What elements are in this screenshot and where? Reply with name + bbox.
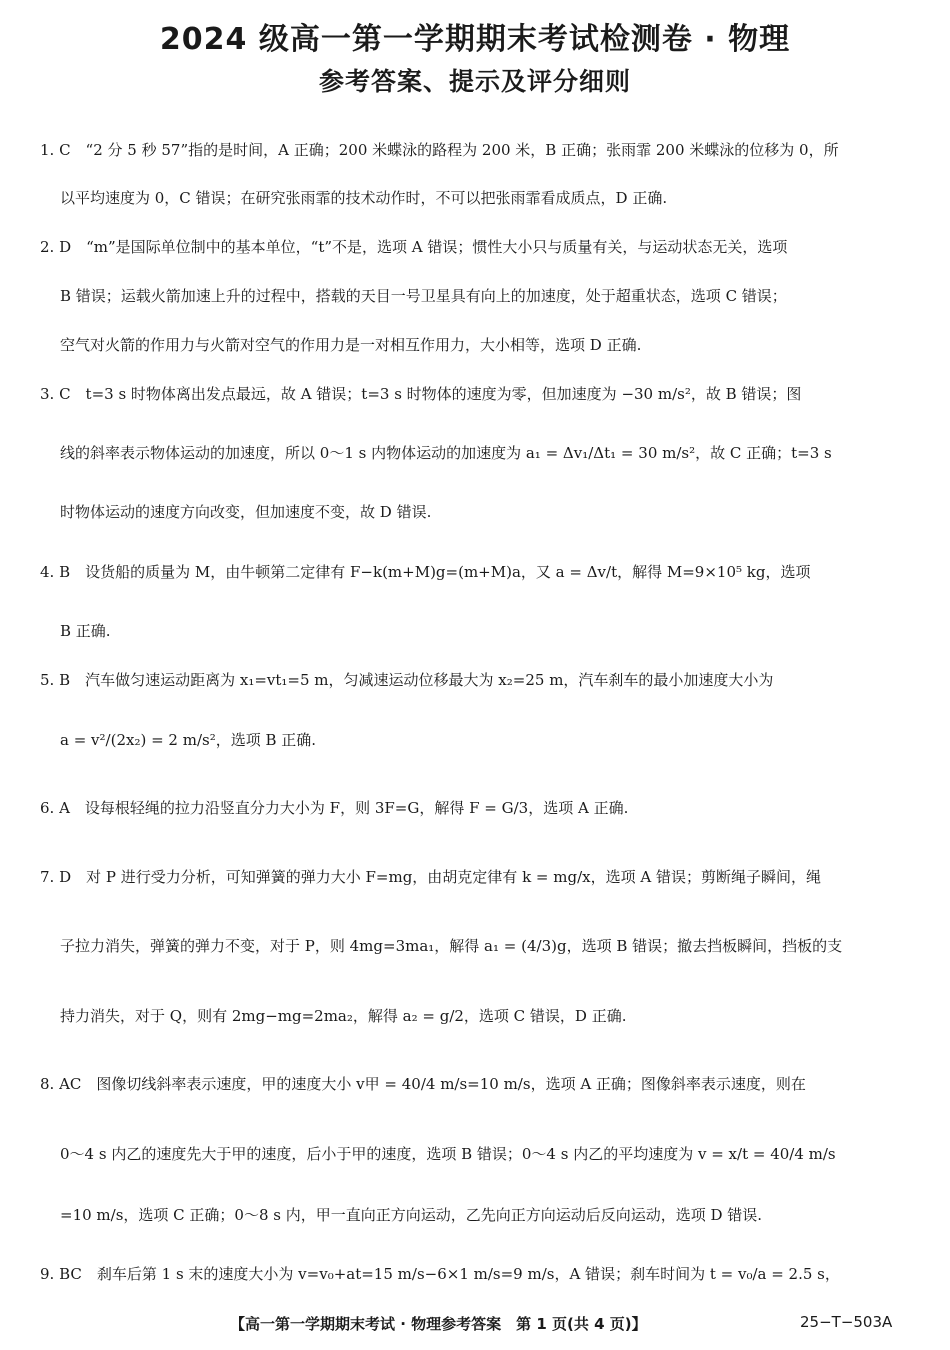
answer-line: 3. C t=3 s 时物体离出发点最远，故 A 错误；t=3 s 时物体的速度为零，但加速度为 −30 m/s²，故 B 错误；图 bbox=[40, 385, 802, 403]
answer-line: =10 m/s，选项 C 正确；0～8 s 内，甲一直向正方向运动，乙先向正方向运动后反向运动，选项 D 错误. bbox=[60, 1206, 763, 1224]
answer-line: B 正确. bbox=[60, 622, 111, 640]
answer-line: 0～4 s 内乙的速度先大于甲的速度，后小于甲的速度，选项 B 错误；0～4 s 内乙的平均速度为 v = x/t = 40/4 m/s bbox=[60, 1145, 836, 1163]
answer-line: 持力消失，对于 Q，则有 2mg−mg=2ma₂，解得 a₂ = g/2，选项 C 错误，D 正确. bbox=[60, 1007, 627, 1025]
answer-line: 子拉力消失，弹簧的弹力不变，对于 P，则 4mg=3ma₁，解得 a₁ = (4/3)g，选项 B 错误；撤去挡板瞬间，挡板的支 bbox=[60, 937, 843, 955]
answer-line: 时物体运动的速度方向改变，但加速度不变，故 D 错误. bbox=[60, 503, 432, 521]
answer-line: 1. C “2 分 5 秒 57”指的是时间，A 正确；200 米蝶泳的路程为 200 米，B 正确；张雨霏 200 米蝶泳的位移为 0，所 bbox=[40, 141, 839, 159]
footer-code: 25−T−503A bbox=[800, 1313, 893, 1331]
answer-line: 6. A 设每根轻绳的拉力沿竖直分力大小为 F，则 3F=G，解得 F = G/3，选项 A 正确. bbox=[40, 799, 629, 817]
answer-line: 9. BC 刹车后第 1 s 末的速度大小为 v=v₀+at=15 m/s−6×1 m/s=9 m/s，A 错误；刹车时间为 t = v₀/a = 2.5 s， bbox=[40, 1265, 840, 1283]
page-subtitle: 参考答案、提示及评分细则 bbox=[318, 67, 631, 96]
answer-line: B 错误；运载火箭加速上升的过程中，搭载的天目一号卫星具有向上的加速度，处于超重状态，选项 C 错误； bbox=[60, 287, 787, 305]
answer-line: 5. B 汽车做匀速运动距离为 x₁=vt₁=5 m，匀减速运动位移最大为 x₂=25 m，汽车刹车的最小加速度大小为 bbox=[40, 671, 774, 689]
answer-line: 以平均速度为 0，C 错误；在研究张雨霏的技术动作时，不可以把张雨霏看成质点，D 正确. bbox=[60, 189, 668, 207]
page-title: 2024 级高一第一学期期末考试检测卷 · 物理 bbox=[159, 22, 791, 57]
footer-page-info: 【高一第一学期期末考试 · 物理参考答案 第 1 页(共 4 页)】 bbox=[230, 1315, 647, 1333]
answer-line: 线的斜率表示物体运动的加速度，所以 0～1 s 内物体运动的加速度为 a₁ = Δv₁/Δt₁ = 30 m/s²，故 C 正确；t=3 s bbox=[60, 444, 832, 462]
answer-line: 7. D 对 P 进行受力分析，可知弹簧的弹力大小 F=mg，由胡克定律有 k = mg/x，选项 A 错误；剪断绳子瞬间，绳 bbox=[40, 868, 821, 886]
answer-line: 8. AC 图像切线斜率表示速度，甲的速度大小 v甲 = 40/4 m/s=10 m/s，选项 A 正确；图像斜率表示速度，则在 bbox=[40, 1075, 806, 1093]
answer-line: 2. D “m”是国际单位制中的基本单位，“t”不是，选项 A 错误；惯性大小只与质量有关，与运动状态无关，选项 bbox=[40, 238, 788, 256]
answer-line: 4. B 设货船的质量为 M，由牛顿第二定律有 F−k(m+M)g=(m+M)a，又 a = Δv/t，解得 M=9×10⁵ kg，选项 bbox=[40, 563, 811, 581]
answer-line: 空气对火箭的作用力与火箭对空气的作用力是一对相互作用力，大小相等，选项 D 正确. bbox=[60, 336, 642, 354]
answer-line: a = v²/(2x₂) = 2 m/s²，选项 B 正确. bbox=[60, 731, 317, 749]
